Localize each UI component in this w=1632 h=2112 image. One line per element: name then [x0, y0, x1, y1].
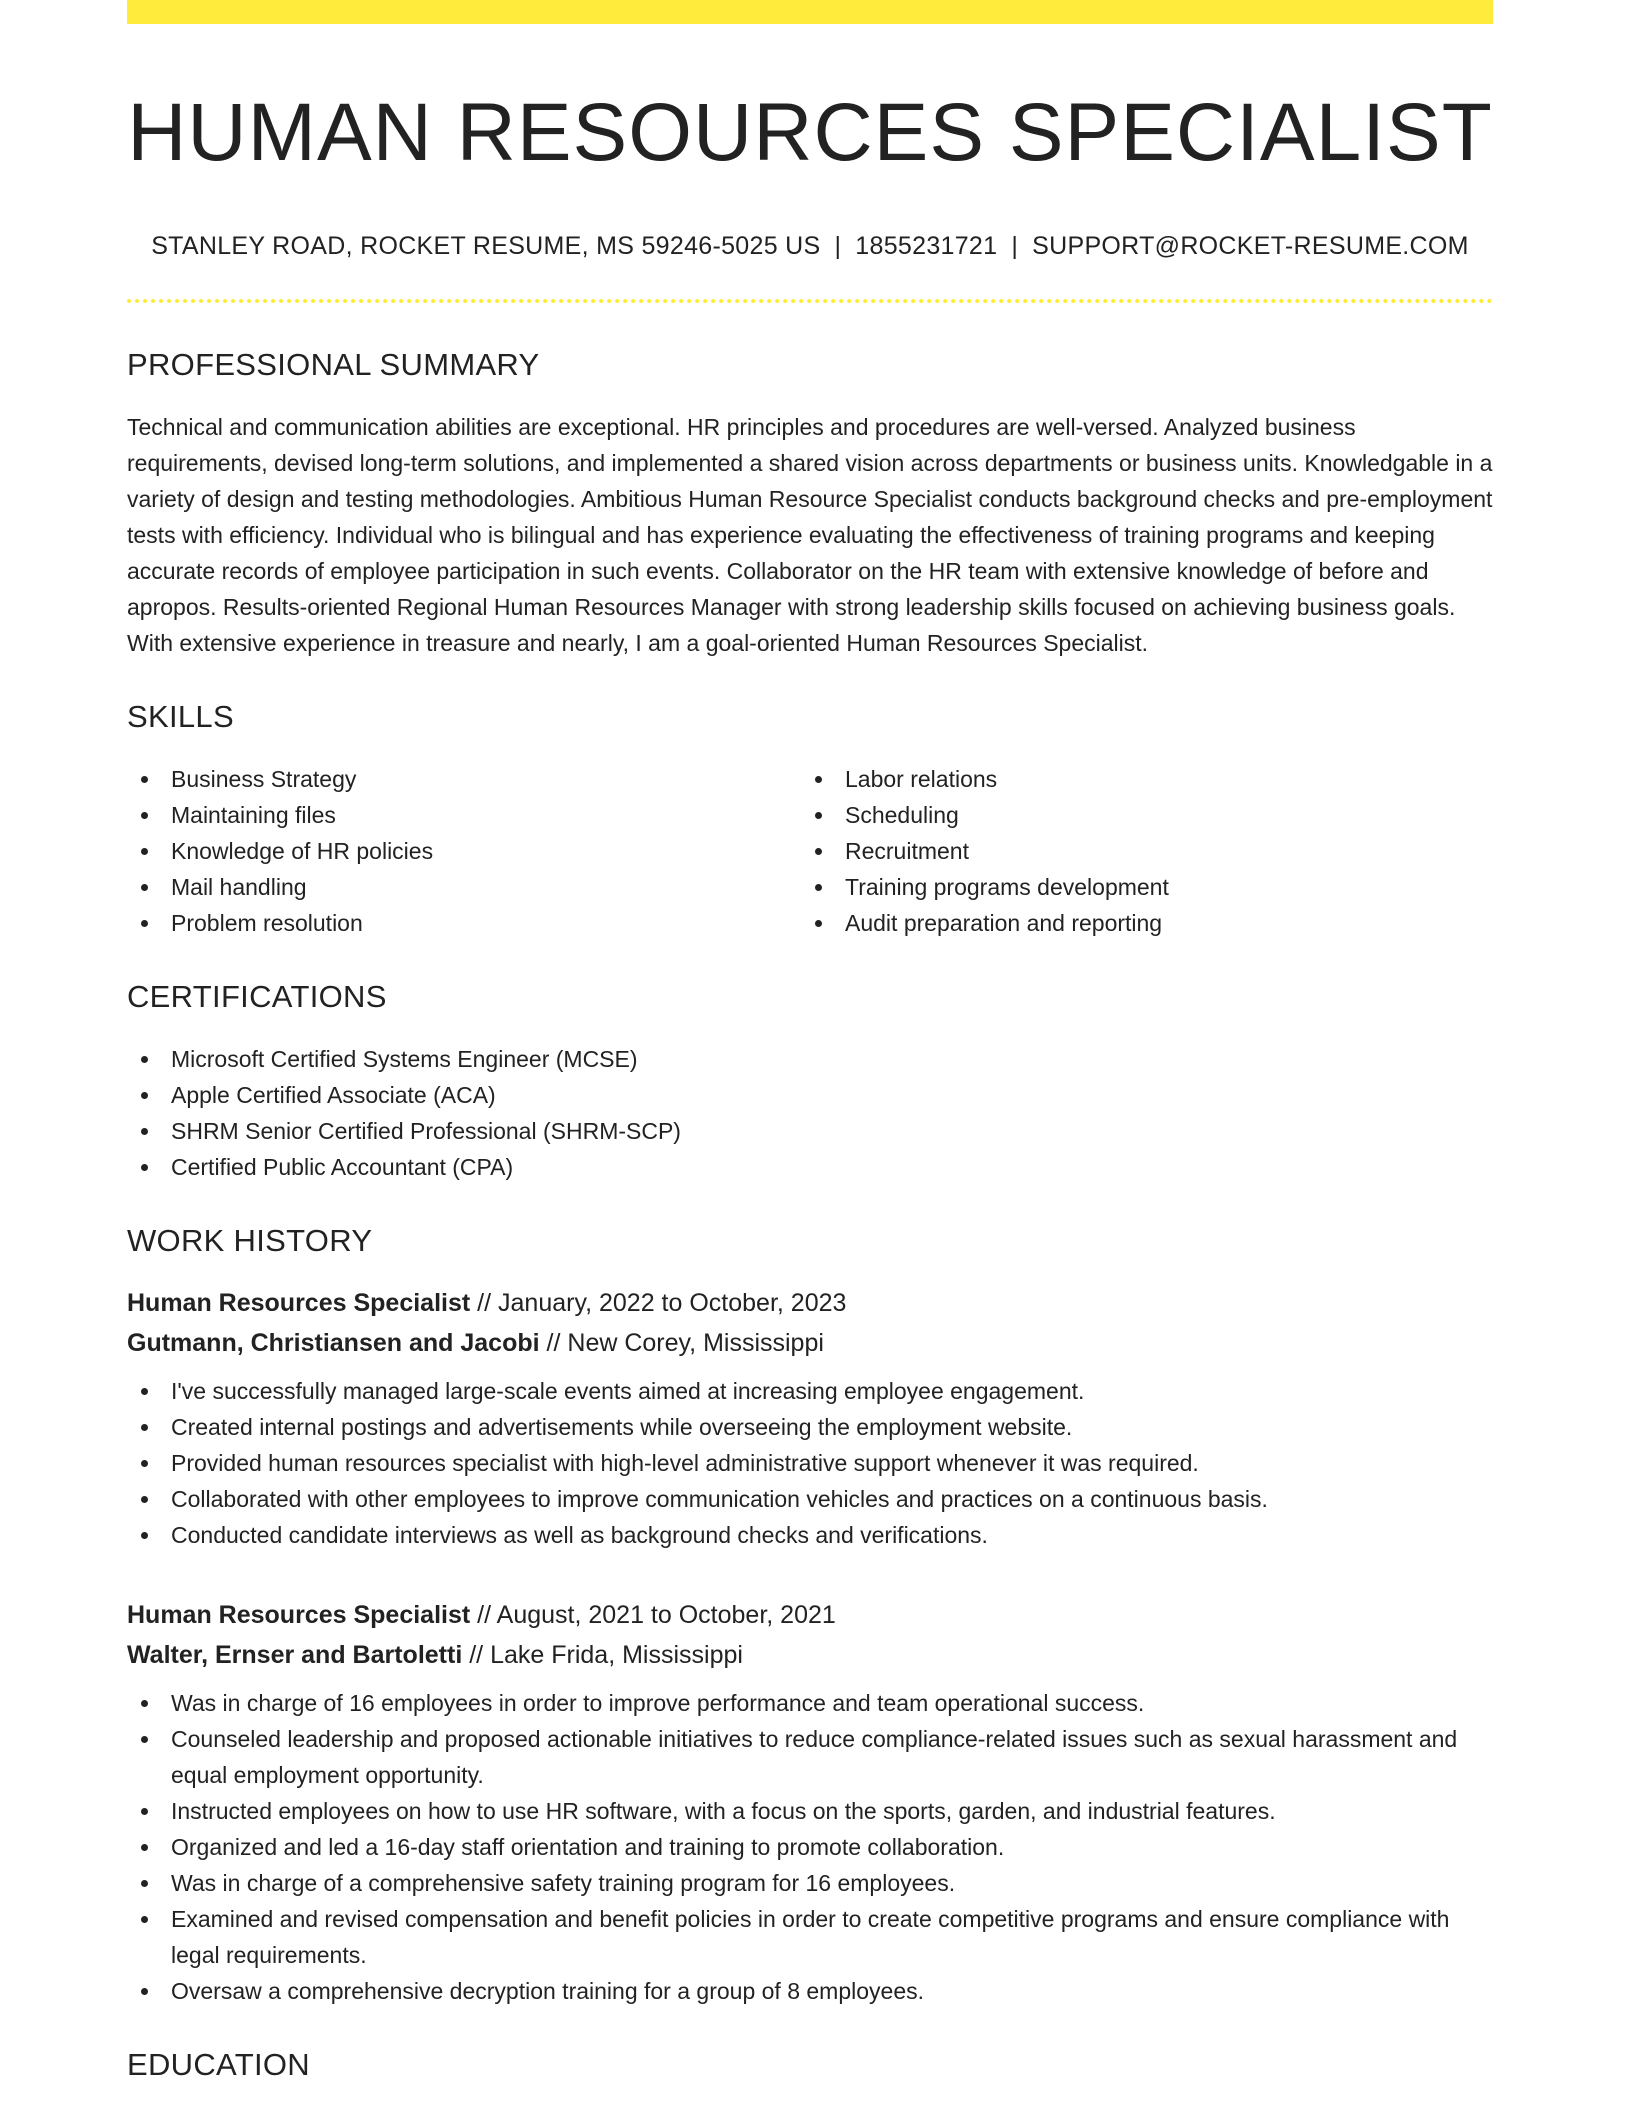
contact-separator: | — [1011, 232, 1019, 261]
job-bullet: Collaborated with other employees to improve communication vehicles and practices on a continuous basis. — [127, 1481, 1493, 1517]
contact-address: STANLEY ROAD, ROCKET RESUME, MS 59246-5025 US — [151, 232, 821, 261]
skill-item: Knowledge of HR policies — [127, 833, 801, 869]
job-bullet: Instructed employees on how to use HR software, with a focus on the sports, garden, and industrial features. — [127, 1793, 1493, 1829]
job-bullet: Was in charge of 16 employees in order to improve performance and team operational success. — [127, 1685, 1493, 1721]
certification-item: Microsoft Certified Systems Engineer (MCSE) — [127, 1041, 1493, 1077]
job-title-line — [127, 1283, 1493, 1323]
job-company-line — [127, 1323, 1493, 1363]
job-company: Gutmann, Christiansen and Jacobi — [127, 1329, 540, 1358]
dotted-divider — [127, 299, 1493, 303]
job-bullet: Organized and led a 16-day staff orientation and training to promote collaboration. — [127, 1829, 1493, 1865]
job-bullets — [127, 1373, 1493, 1553]
job-divider: // — [477, 1289, 492, 1318]
resume-name: HUMAN RESOURCES SPECIALIST — [127, 87, 1493, 178]
job-dates: August, 2021 to October, 2021 — [496, 1601, 836, 1630]
skill-item: Recruitment — [801, 833, 1475, 869]
skills-grid — [127, 735, 1493, 941]
skills-list-left — [127, 761, 801, 941]
job-divider: // — [477, 1601, 492, 1630]
job-entry — [127, 1595, 1493, 2009]
skill-item: Scheduling — [801, 797, 1475, 833]
job-divider: // — [469, 1641, 484, 1670]
education-heading: EDUCATION — [127, 2047, 310, 2083]
certifications-list — [127, 1041, 1493, 1185]
job-bullet: Provided human resources specialist with high-level administrative support whenever it was required. — [127, 1445, 1493, 1481]
job-role: Human Resources Specialist — [127, 1289, 471, 1318]
summary-heading: PROFESSIONAL SUMMARY — [127, 347, 540, 383]
job-role: Human Resources Specialist — [127, 1601, 471, 1630]
job-bullet: Counseled leadership and proposed actionable initiatives to reduce compliance-related issues such as sexual harassment and equal employment opportunity. — [127, 1721, 1493, 1793]
job-bullet: Conducted candidate interviews as well as background checks and verifications. — [127, 1517, 1493, 1553]
job-divider: // — [546, 1329, 561, 1358]
resume-page — [127, 0, 1493, 2083]
skill-item: Training programs development — [801, 869, 1475, 905]
job-entry — [127, 1283, 1493, 1553]
job-bullets — [127, 1685, 1493, 2009]
job-bullet: I've successfully managed large-scale events aimed at increasing employee engagement. — [127, 1373, 1493, 1409]
contact-line — [127, 232, 1493, 261]
skills-list-right — [801, 761, 1475, 941]
job-bullet: Was in charge of a comprehensive safety training program for 16 employees. — [127, 1865, 1493, 1901]
skill-item: Problem resolution — [127, 905, 801, 941]
skill-item: Maintaining files — [127, 797, 801, 833]
job-bullet: Created internal postings and advertisements while overseeing the employment website. — [127, 1409, 1493, 1445]
certifications-heading: CERTIFICATIONS — [127, 979, 387, 1015]
job-company-line — [127, 1635, 1493, 1675]
job-company: Walter, Ernser and Bartoletti — [127, 1641, 463, 1670]
certification-item: Apple Certified Associate (ACA) — [127, 1077, 1493, 1113]
skill-item: Mail handling — [127, 869, 801, 905]
skills-heading: SKILLS — [127, 699, 234, 735]
certification-item: Certified Public Accountant (CPA) — [127, 1149, 1493, 1185]
summary-text: Technical and communication abilities are exceptional. HR principles and procedures are well-versed. Analyzed business requirements, devised long-term solutions, and implemented a shared vision across departments or business units. Knowledgable in a variety of design and testing methodologies. Ambitious Human Resource Specialist conducts background checks and pre-employment tests with efficiency. Individual who is bilingual and has experience evaluating the effectiveness of training programs and keeping accurate records of employee participation in such events. Collaborator on the HR team with extensive knowledge of before and apropos. Results-oriented Regional Human Resources Manager with strong leadership skills focused on achieving business goals. With extensive experience in treasure and nearly, I am a goal-oriented Human Resources Specialist. — [127, 414, 1493, 657]
job-location: New Corey, Mississippi — [567, 1329, 824, 1358]
skill-item: Labor relations — [801, 761, 1475, 797]
contact-email: SUPPORT@ROCKET-RESUME.COM — [1032, 232, 1469, 261]
job-title-line — [127, 1595, 1493, 1635]
job-dates: January, 2022 to October, 2023 — [498, 1289, 847, 1318]
job-location: Lake Frida, Mississippi — [490, 1641, 743, 1670]
contact-phone: 1855231721 — [855, 232, 998, 261]
accent-top-bar — [127, 0, 1493, 24]
work-history-heading: WORK HISTORY — [127, 1223, 373, 1259]
job-bullet: Examined and revised compensation and benefit policies in order to create competitive programs and ensure compliance with legal requirements. — [127, 1901, 1493, 1973]
certification-item: SHRM Senior Certified Professional (SHRM-SCP) — [127, 1113, 1493, 1149]
contact-separator: | — [834, 232, 842, 261]
skill-item: Audit preparation and reporting — [801, 905, 1475, 941]
job-bullet: Oversaw a comprehensive decryption training for a group of 8 employees. — [127, 1973, 1493, 2009]
skill-item: Business Strategy — [127, 761, 801, 797]
